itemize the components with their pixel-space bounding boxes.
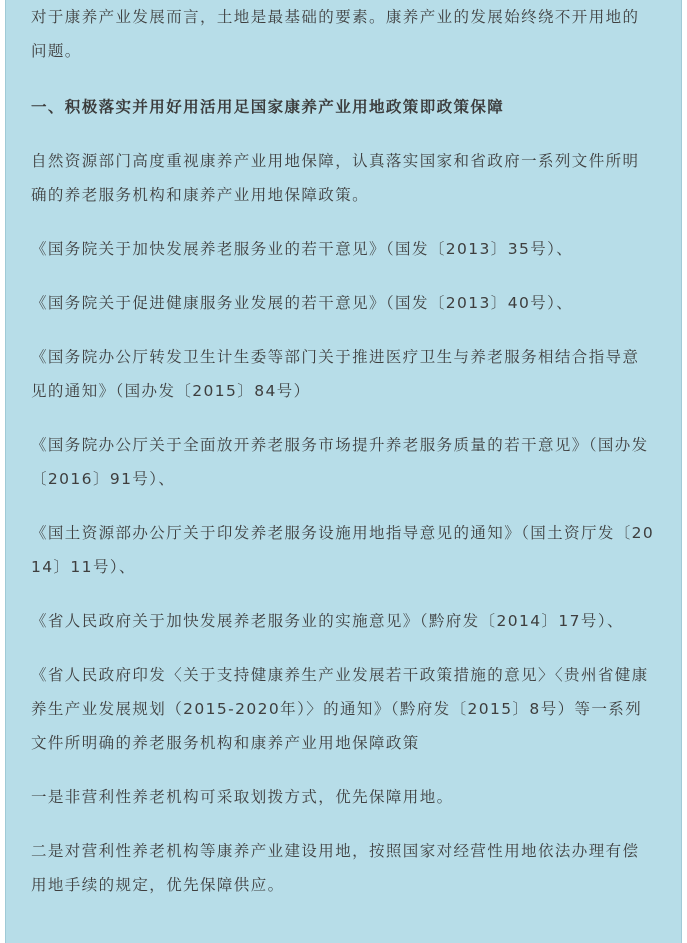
paragraph-document-3: 《国务院办公厅转发卫生计生委等部门关于推进医疗卫生与养老服务相结合指导意见的通知》（国办发〔2015〕84号） [31, 348, 640, 400]
paragraph-document-5: 《国土资源部办公厅关于印发养老服务设施用地指导意见的通知》（国土资厅发〔2014〕11号）、 [31, 524, 655, 576]
paragraph-point-1: 一是非营利性养老机构可采取划拨方式，优先保障用地。 [31, 788, 454, 806]
paragraph-intro: 对于康养产业发展而言，土地是最基础的要素。康养产业的发展始终绕不开用地的问题。 [31, 8, 640, 60]
paragraph-document-7: 《省人民政府印发〈关于支持健康养生产业发展若干政策措施的意见〉〈贵州省健康养生产业发展规划（2015-2020年）〉的通知》（黔府发〔2015〕8号）等一系列文件所明确的养老服务机构和康养产业用地保障政策 [31, 666, 649, 752]
paragraph-point-2: 二是对营利性养老机构等康养产业建设用地，按照国家对经营性用地依法办理有偿用地手续的规定，优先保障供应。 [31, 842, 640, 894]
paragraph-document-2: 《国务院关于促进健康服务业发展的若干意见》（国发〔2013〕40号）、 [31, 294, 574, 312]
paragraph-document-6: 《省人民政府关于加快发展养老服务业的实施意见》（黔府发〔2014〕17号）、 [31, 612, 624, 630]
paragraph-policy-summary: 自然资源部门高度重视康养产业用地保障，认真落实国家和省政府一系列文件所明确的养老服务机构和康养产业用地保障政策。 [31, 152, 640, 204]
section-heading: 一、积极落实并用好用活用足国家康养产业用地政策即政策保障 [31, 98, 505, 116]
paragraph-document-4: 《国务院办公厅关于全面放开养老服务市场提升养老服务质量的若干意见》（国办发〔2016〕91号）、 [31, 436, 649, 488]
article-body [31, 0, 655, 922]
paragraph-document-1: 《国务院关于加快发展养老服务业的若干意见》（国发〔2013〕35号）、 [31, 240, 574, 258]
